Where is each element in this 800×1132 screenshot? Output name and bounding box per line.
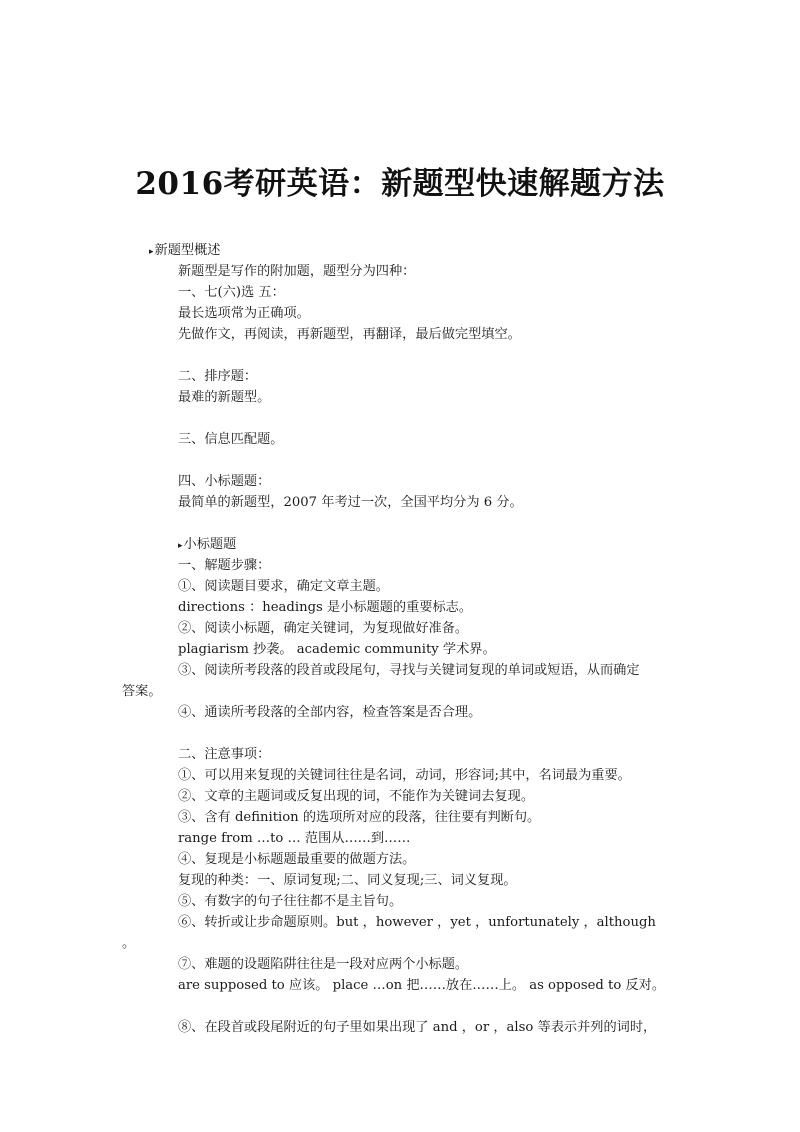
document-body — [122, 240, 692, 1038]
blank-line — [122, 996, 692, 1017]
text-line: directions ：headings 是小标题题的重要标志。 — [178, 600, 473, 615]
blank-line — [122, 513, 692, 534]
text-line: 最简单的新题型，2007 年考过一次，全国平均分为 6 分。 — [178, 495, 523, 510]
text-line: ⑦、难题的设题陷阱往往是一段对应两个小标题。 — [178, 957, 469, 972]
text-line: 四、小标题题： — [178, 474, 271, 489]
text-line: 二、排序题： — [178, 369, 258, 384]
blank-line — [122, 450, 692, 471]
text-line: ⑥、转折或让步命题原则。but ，however ，yet ，unfortunately ，although — [178, 915, 656, 930]
text-line: 复现的种类：一、原词复现;二、同义复现;三、词义复现。 — [178, 873, 517, 888]
text-line: 二、注意事项： — [178, 747, 271, 762]
text-line: 新题型是写作的附加题，题型分为四种： — [178, 264, 416, 279]
text-line: 先做作文，再阅读，再新题型，再翻译，最后做完型填空。 — [178, 327, 521, 342]
text-line: ④、复现是小标题题最重要的做题方法。 — [178, 852, 416, 867]
text-line: 一、七(六)选 五： — [178, 285, 285, 300]
text-line: ③、含有 definition 的选项所对应的段落，往往要有判断句。 — [178, 810, 541, 825]
text-line: ③、阅读所考段落的段首或段尾句，寻找与关键词复现的单词或短语，从而确定 — [178, 663, 640, 678]
blank-line — [122, 408, 692, 429]
page-title: 2016考研英语：新题型快速解题方法 — [135, 166, 665, 202]
text-line: ⑤、有数字的句子往往都不是主旨句。 — [178, 894, 403, 909]
text-line: ①、阅读题目要求，确定文章主题。 — [178, 579, 389, 594]
section-heading-overview: ▸新题型概述 — [149, 243, 221, 258]
bullet-arrow-icon: ▸ — [149, 247, 154, 257]
text-line: ②、阅读小标题，确定关键词，为复现做好准备。 — [178, 621, 469, 636]
section-heading-subtitle: ▸小标题题 — [178, 537, 237, 552]
text-line: ①、可以用来复现的关键词往往是名词，动词，形容词;其中，名词最为重要。 — [178, 768, 631, 783]
text-line: 三、信息匹配题。 — [178, 432, 284, 447]
text-line: 一、解题步骤： — [178, 558, 271, 573]
blank-line — [122, 723, 692, 744]
bullet-arrow-icon: ▸ — [178, 541, 183, 551]
text-line: range from …to … 范围从……到…… — [178, 831, 411, 846]
text-line: ④、通读所考段落的全部内容，检查答案是否合理。 — [178, 705, 482, 720]
text-line: ②、文章的主题词或反复出现的词，不能作为关键词去复现。 — [178, 789, 535, 804]
text-line: are supposed to 应该。 place …on 把……放在……上。 as opposed to 反对。 — [178, 978, 666, 993]
text-line-wrap: 。 — [122, 936, 136, 951]
blank-line — [122, 345, 692, 366]
text-line: plagiarism 抄袭。 academic community 学术界。 — [178, 642, 496, 657]
text-line-wrap: 答案。 — [122, 684, 162, 699]
text-line: 最长选项常为正确项。 — [178, 306, 310, 321]
text-line: 最难的新题型。 — [178, 390, 271, 405]
text-line: ⑧、在段首或段尾附近的句子里如果出现了 and ，or ，also 等表示并列的词时， — [178, 1020, 657, 1035]
